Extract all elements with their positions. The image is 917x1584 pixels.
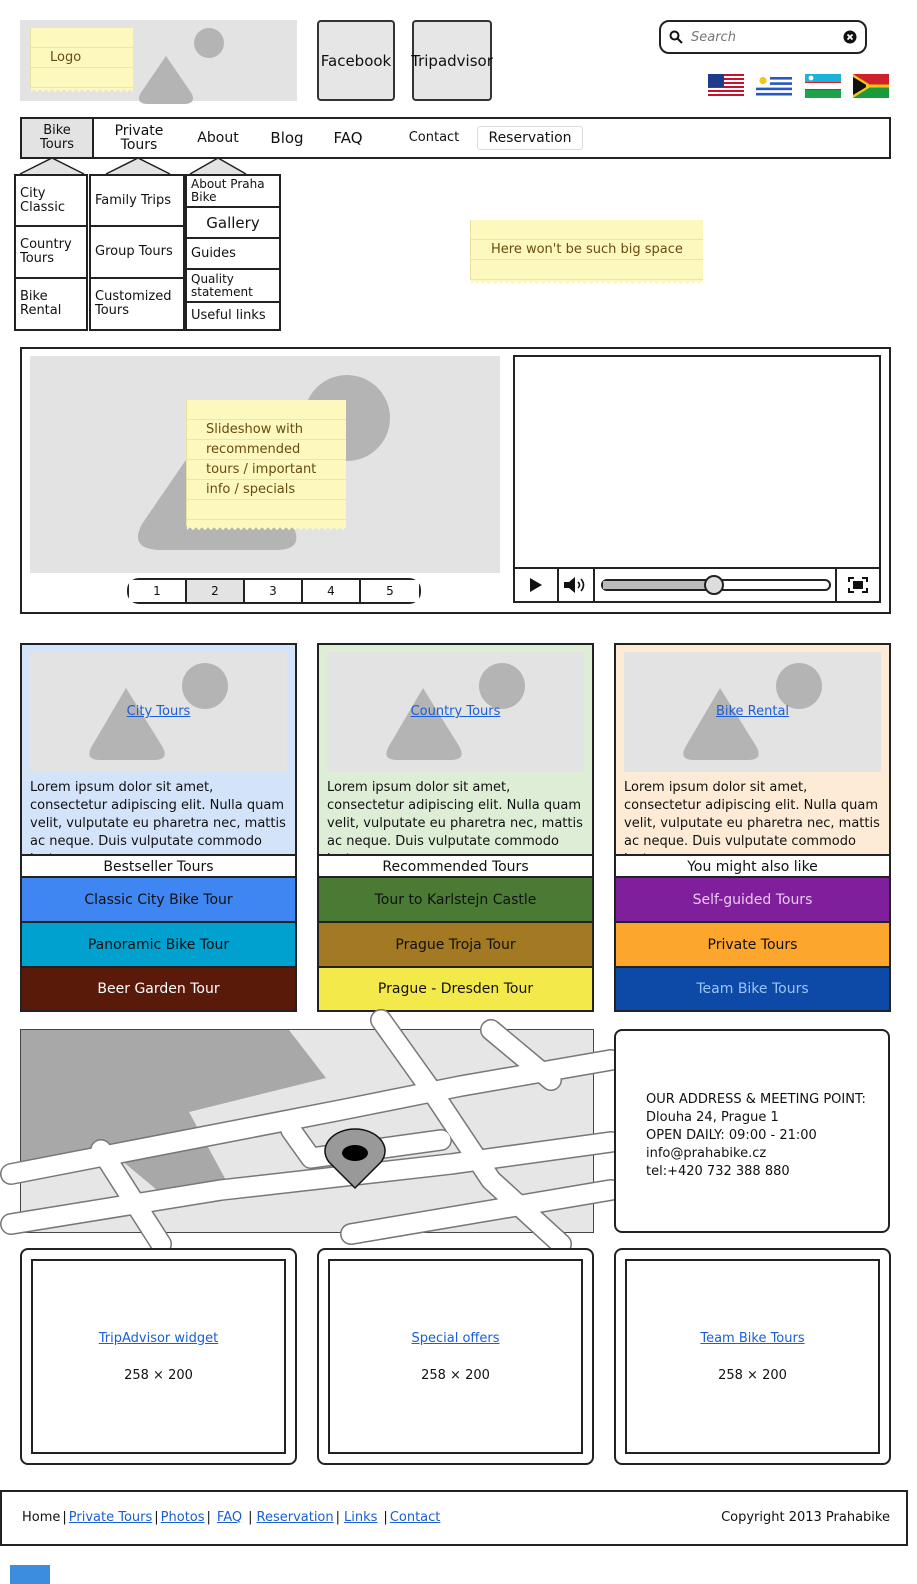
tour-button[interactable]: Beer Garden Tour <box>22 966 295 1010</box>
widget-tripadvisor <box>20 1248 297 1465</box>
submenu-item-group-tours[interactable]: Group Tours <box>91 227 183 279</box>
video-player[interactable] <box>513 355 881 603</box>
nav-item-contact[interactable]: Contact <box>408 130 460 145</box>
slideshow-sticky-note: Slideshow with recommended tours / important info / specials <box>186 400 346 526</box>
tour-column-heading: Bestseller Tours <box>22 854 295 878</box>
address-email: info@prahabike.cz <box>646 1146 767 1161</box>
tour-button[interactable]: Self-guided Tours <box>616 876 889 921</box>
tour-column-image[interactable] <box>624 652 881 772</box>
main-nav <box>20 117 891 159</box>
tour-column-heading: You might also like <box>616 854 889 878</box>
tour-column-image[interactable] <box>327 652 584 772</box>
video-progress-handle[interactable] <box>704 575 724 595</box>
tour-column-link[interactable]: City Tours <box>126 704 191 719</box>
widget-special-offers <box>317 1248 594 1465</box>
footer-link-faq[interactable]: FAQ <box>216 1510 243 1525</box>
fullscreen-button[interactable] <box>835 569 879 601</box>
pager-page-2[interactable]: 2 <box>187 580 245 602</box>
tour-button[interactable]: Prague - Dresden Tour <box>319 966 592 1010</box>
address-box <box>614 1029 890 1233</box>
vanuatu-flag-icon[interactable] <box>853 74 889 98</box>
address-heading: OUR ADDRESS & MEETING POINT: <box>646 1092 866 1107</box>
submenu-item-city-classic[interactable]: City Classic <box>16 176 86 227</box>
play-icon <box>530 578 542 592</box>
widget-tripadvisor-link[interactable]: TripAdvisor widget <box>98 1330 219 1346</box>
tour-column-image[interactable] <box>30 652 287 772</box>
footer-links: Home | Private Tours | Photos | FAQ | Reservation | Links | Contact <box>22 1510 441 1525</box>
tour-button[interactable]: Private Tours <box>616 921 889 966</box>
video-progress-fill <box>603 581 714 589</box>
submenu-item-guides[interactable]: Guides <box>187 239 279 270</box>
widget-size-label: 258 × 200 <box>421 1367 490 1383</box>
map-graphic <box>21 1030 595 1234</box>
tour-column-link[interactable]: Country Tours <box>410 704 501 719</box>
search-input[interactable] <box>689 29 843 46</box>
pager-page-1[interactable]: 1 <box>129 580 187 602</box>
pager-page-4[interactable]: 4 <box>303 580 361 602</box>
submenu-item-country-tours[interactable]: Country Tours <box>16 227 86 279</box>
tour-button[interactable]: Tour to Karlstejn Castle <box>319 876 592 921</box>
tour-column-city <box>20 643 297 1012</box>
nav-item-blog[interactable]: Blog <box>270 129 304 147</box>
map[interactable] <box>20 1029 594 1233</box>
widget-team-bike-tours <box>614 1248 891 1465</box>
clear-search-icon[interactable] <box>843 30 857 44</box>
footer-home[interactable]: Home <box>22 1510 61 1525</box>
nav-item-bike-tours[interactable]: Bike Tours <box>22 119 94 157</box>
footer-link-links[interactable]: Links <box>344 1510 378 1525</box>
widget-size-label: 258 × 200 <box>718 1367 787 1383</box>
submenu-bike-tours <box>14 174 88 331</box>
footer-link-contact[interactable]: Contact <box>389 1510 441 1525</box>
tour-column-heading: Recommended Tours <box>319 854 592 878</box>
logo-sticky-note <box>30 28 133 88</box>
submenu-item-customized-tours[interactable]: Customized Tours <box>95 289 172 318</box>
slideshow-pager <box>127 578 421 604</box>
search-box[interactable] <box>659 20 867 54</box>
address-hours: OPEN DAILY: 09:00 - 21:00 <box>646 1128 817 1143</box>
nav-item-about[interactable]: About <box>197 130 239 146</box>
footer-link-private-tours[interactable]: Private Tours <box>68 1510 153 1525</box>
tripadvisor-button[interactable]: Tripadvisor <box>412 20 492 101</box>
logo-label: Logo <box>50 50 82 65</box>
corner-marker <box>10 1565 50 1584</box>
nav-item-reservation[interactable]: Reservation <box>477 126 583 150</box>
pager-page-5[interactable]: 5 <box>361 580 419 602</box>
submenu-item-about-praha-bike[interactable]: About Praha Bike <box>187 176 279 208</box>
submenu-item-useful-links[interactable]: Useful links <box>191 308 266 323</box>
submenu-item-quality-statement[interactable]: Quality statement <box>187 270 279 303</box>
volume-icon <box>563 576 589 594</box>
space-note: Here won't be such big space <box>470 220 703 280</box>
tour-button[interactable]: Prague Troja Tour <box>319 921 592 966</box>
tour-column-country <box>317 643 594 1012</box>
footer <box>0 1490 908 1546</box>
footer-link-reservation[interactable]: Reservation <box>256 1510 334 1525</box>
nav-item-faq[interactable]: FAQ <box>333 129 363 147</box>
facebook-button[interactable]: Facebook <box>317 20 395 101</box>
footer-copyright: Copyright 2013 Prahabike <box>721 1510 890 1525</box>
tour-column-link[interactable]: Bike Rental <box>715 704 790 719</box>
tour-button[interactable]: Panoramic Bike Tour <box>22 921 295 966</box>
tour-column-description: Lorem ipsum dolor sit amet, consectetur adipiscing elit. Nulla quam velit, vulputate eu pharetra nec, mattis ac neque. Duis vulputate commodo <box>327 780 583 849</box>
tour-button[interactable]: Classic City Bike Tour <box>22 876 295 921</box>
tour-button[interactable]: Team Bike Tours <box>616 966 889 1010</box>
submenu-item-family-trips[interactable]: Family Trips <box>91 176 183 227</box>
pager-page-3[interactable]: 3 <box>245 580 303 602</box>
widget-team-bike-tours-link[interactable]: Team Bike Tours <box>700 1330 805 1346</box>
submenu-about <box>185 174 281 331</box>
submenu-item-bike-rental[interactable]: Bike Rental <box>20 289 62 318</box>
play-button[interactable] <box>515 569 559 601</box>
uruguay-flag-icon[interactable] <box>756 74 792 98</box>
tour-column-description: Lorem ipsum dolor sit amet, consectetur adipiscing elit. Nulla quam velit, vulputate eu pharetra nec, mattis ac neque. Duis vulputate commodo <box>624 780 880 849</box>
us-flag-icon[interactable] <box>708 74 744 98</box>
uzbekistan-flag-icon[interactable] <box>805 74 841 98</box>
dropdown-pointers <box>14 157 294 175</box>
address-phone: tel:+420 732 388 880 <box>646 1164 790 1179</box>
tour-column-description: Lorem ipsum dolor sit amet, consectetur adipiscing elit. Nulla quam velit, vulputate eu pharetra nec, mattis ac neque. Duis vulputate commodo <box>30 780 286 849</box>
search-icon <box>669 30 683 44</box>
address-street: Dlouha 24, Prague 1 <box>646 1110 779 1125</box>
tour-column-rental <box>614 643 891 1012</box>
widget-special-offers-link[interactable]: Special offers <box>411 1330 500 1346</box>
widget-size-label: 258 × 200 <box>124 1367 193 1383</box>
fullscreen-icon <box>849 578 867 592</box>
submenu-private-tours <box>89 174 185 331</box>
submenu-item-gallery[interactable]: Gallery <box>187 208 279 239</box>
footer-link-photos[interactable]: Photos <box>160 1510 205 1525</box>
nav-item-private-tours[interactable]: Private Tours <box>114 123 164 153</box>
volume-button[interactable] <box>559 569 595 601</box>
video-controls <box>515 567 879 601</box>
